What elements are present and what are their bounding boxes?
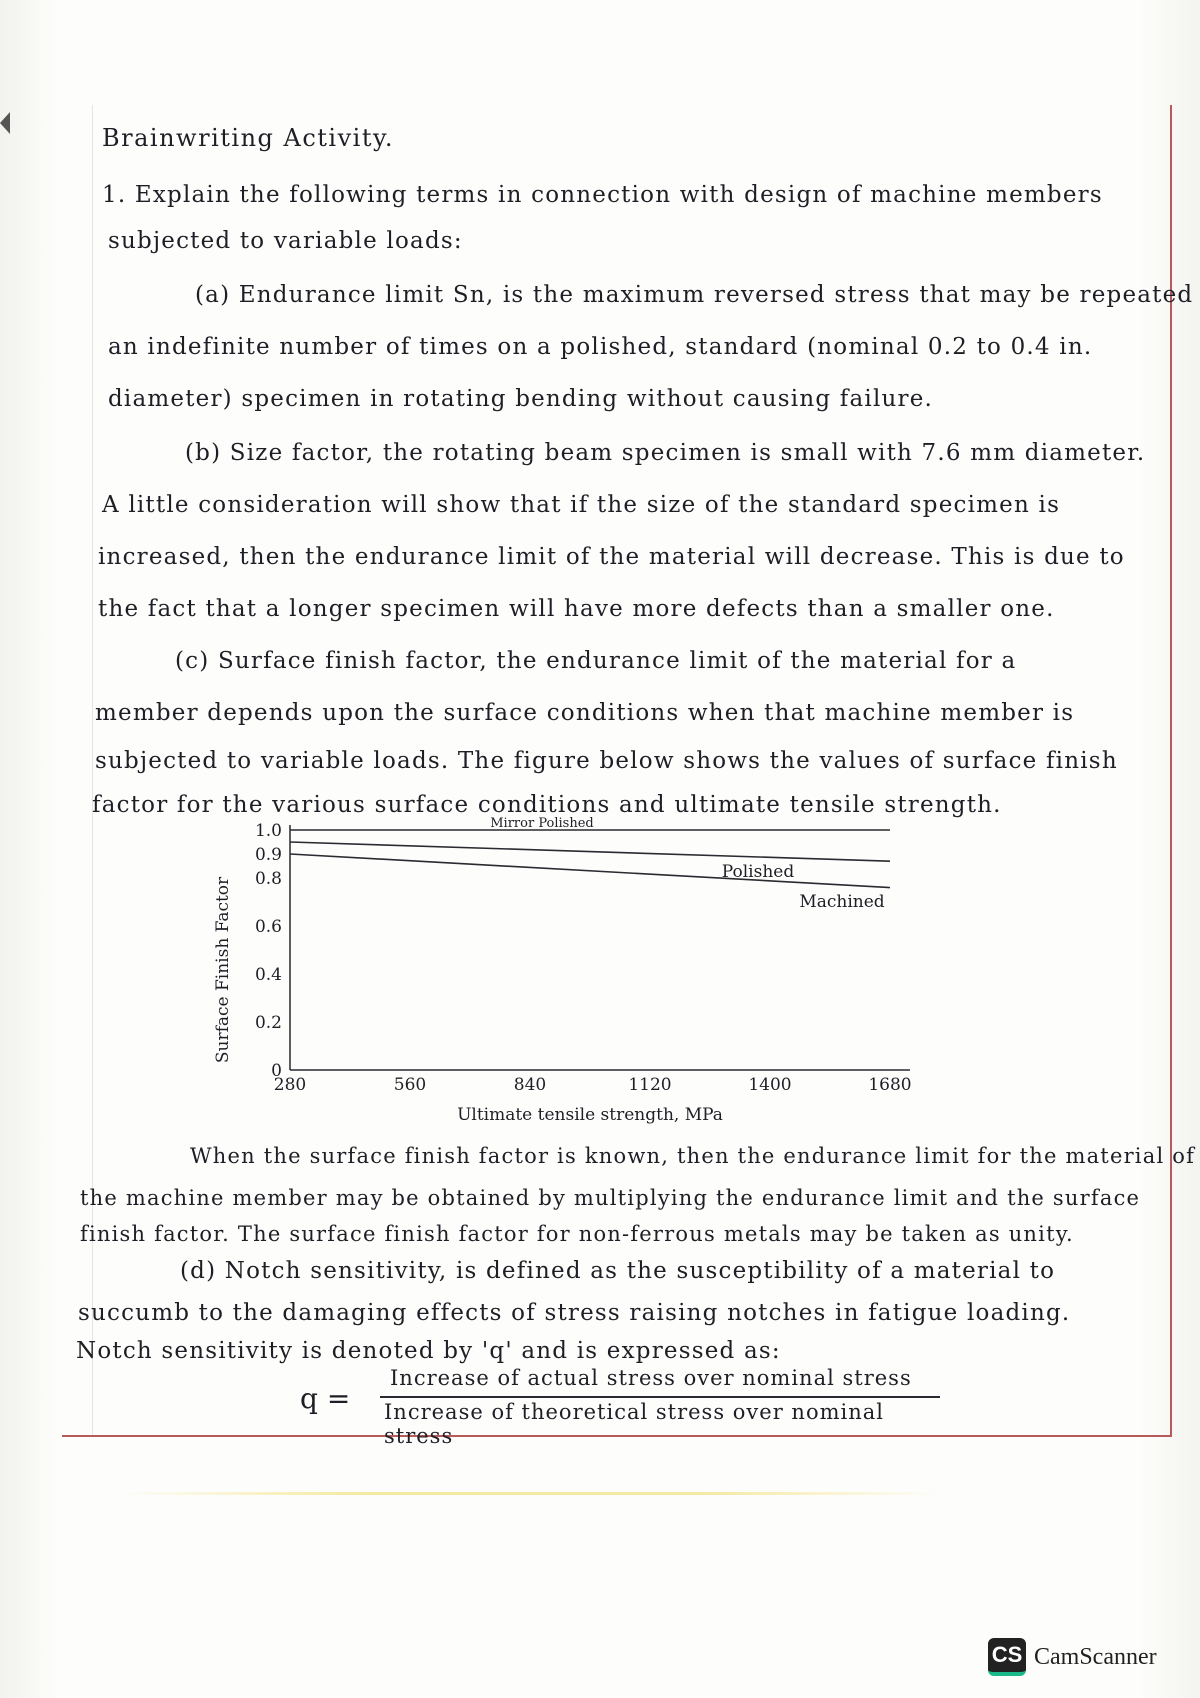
camscanner-text: CamScanner [1034, 1643, 1157, 1670]
x-tick-label: 1400 [748, 1075, 792, 1095]
fraction-bar [380, 1396, 940, 1398]
part-b-line-4: the fact that a longer specimen will have more defects than a smaller one. [98, 596, 1055, 622]
x-tick-label: 840 [513, 1075, 547, 1095]
series-label: Machined [799, 891, 885, 912]
camscanner-watermark [988, 1638, 1157, 1676]
x-tick-label: 1680 [868, 1075, 912, 1095]
x-tick-label: 560 [393, 1075, 427, 1095]
camscanner-logo: CS [988, 1638, 1026, 1676]
formula-denominator: Increase of theoretical stress over nominal stress [384, 1400, 884, 1448]
notch-sensitivity-formula [300, 1366, 960, 1448]
part-c-line-2: member depends upon the surface conditions when that machine member is [95, 700, 1075, 726]
y-tick-label: 0.8 [254, 869, 282, 889]
formula-lhs: q = [300, 1382, 351, 1415]
part-d-line-1: (d) Notch sensitivity, is defined as the susceptibility of a material to [180, 1258, 1056, 1284]
part-a-line-2: an indefinite number of times on a polished, standard (nominal 0.2 to 0.4 in. [108, 334, 1093, 360]
part-d-line-2: succumb to the damaging effects of stress raising notches in fatigue loading. [78, 1300, 1071, 1326]
y-tick-label: 0.6 [254, 917, 282, 937]
x-tick-label: 1120 [628, 1075, 672, 1095]
formula-numerator: Increase of actual stress over nominal stress [390, 1366, 912, 1390]
scan-smudge [120, 1492, 940, 1495]
after-chart-line-3: finish factor. The surface finish factor for non-ferrous metals may be taken as unity. [80, 1222, 1074, 1246]
question-line-2: subjected to variable loads: [108, 228, 463, 254]
after-chart-line-2: the machine member may be obtained by multiplying the endurance limit and the surface [80, 1186, 1141, 1210]
y-tick-label: 1.0 [254, 821, 282, 841]
part-c-line-3: subjected to variable loads. The figure below shows the values of surface finish [95, 748, 1118, 774]
part-a-line-1: (a) Endurance limit Sn, is the maximum reversed stress that may be repeated [195, 282, 1194, 308]
part-b-line-3: increased, then the endurance limit of the material will decrease. This is due to [98, 544, 1125, 570]
page-title: Brainwriting Activity. [102, 124, 394, 152]
y-tick-label: 0.9 [254, 845, 282, 865]
series-label: Mirror Polished [490, 816, 594, 831]
x-axis-title: Ultimate tensile strength, MPa [457, 1105, 723, 1125]
part-c-line-4: factor for the various surface conditions and ultimate tensile strength. [92, 792, 1002, 818]
part-b-line-2: A little consideration will show that if the size of the standard specimen is [102, 492, 1061, 518]
surface-finish-chart [200, 810, 960, 1140]
part-d-line-3: Notch sensitivity is denoted by 'q' and is expressed as: [76, 1338, 781, 1364]
y-tick-label: 0 [271, 1061, 282, 1081]
part-c-line-1: (c) Surface finish factor, the endurance limit of the material for a [175, 648, 1017, 674]
chart-canvas [200, 810, 960, 1140]
part-b-line-1: (b) Size factor, the rotating beam specimen is small with 7.6 mm diameter. [185, 440, 1146, 466]
question-line-1: 1. Explain the following terms in connection with design of machine members [102, 182, 1103, 208]
y-tick-label: 0.4 [254, 965, 282, 985]
x-tick-label: 280 [273, 1075, 307, 1095]
y-axis-title: Surface Finish Factor [213, 876, 233, 1064]
y-tick-label: 0.2 [254, 1013, 282, 1033]
after-chart-line-1: When the surface finish factor is known, then the endurance limit for the material of [190, 1144, 1196, 1168]
part-a-line-3: diameter) specimen in rotating bending without causing failure. [108, 386, 934, 412]
series-label: Polished [721, 861, 795, 882]
